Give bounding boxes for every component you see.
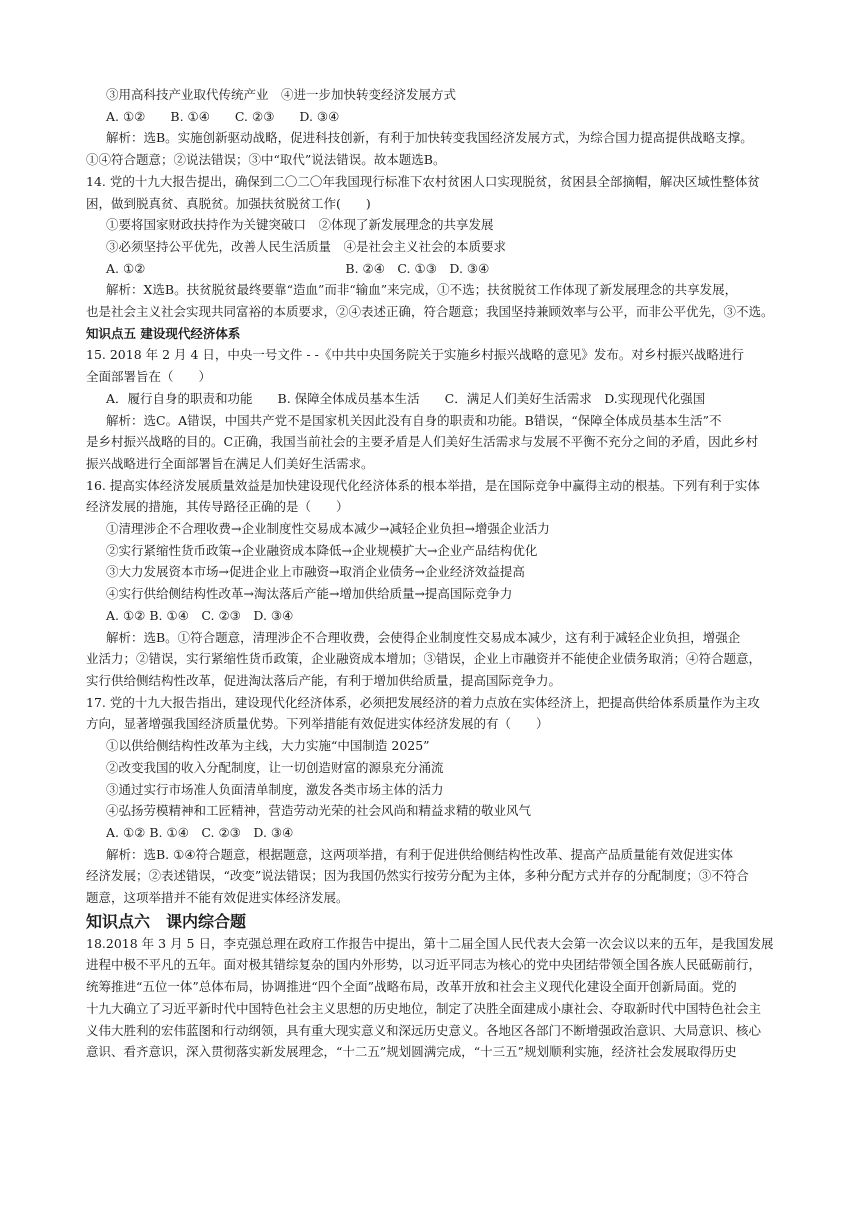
text-line: 题意，这项举措并不能有效促进实体经济发展。 (86, 890, 349, 906)
text-line: 是乡村振兴战略的目的。C正确，我国当前社会的主要矛盾是人们美好生活需求与发展不平衡不充分之间的矛盾，因此乡村 (86, 434, 759, 450)
text-line: ①要将国家财政扶持作为关键突破口 ②体现了新发展理念的共享发展 (106, 217, 494, 233)
text-line: ③大力发展资本市场→促进企业上市融资→取消企业债务→企业经济效益提高 (106, 564, 525, 580)
text-line: 经济发展的措施，其传导路径正确的是（ ） (86, 499, 349, 515)
text-line: 解析：选C。A错误，中国共产党不是国家机关因此没有自身的职责和功能。B错误，“保障全体成员基本生活”不 (106, 412, 722, 428)
text-line: ①清理涉企不合理收费→企业制度性交易成本减少→减轻企业负担→增强企业活力 (106, 521, 550, 537)
text-line: 解析：选B. ①④符合题意，根据题意，这两项举措，有利于促进供给侧结构性改革、提高产品质量能有效促进实体 (106, 846, 734, 862)
text-line: 17. 党的十九大报告指出，建设现代化经济体系，必须把发展经济的着力点放在实体经济上，把提高供给体系质量作为主攻 (86, 694, 760, 710)
text-line: A. ①② B. ①④ C. ②③ D. ③④ (106, 607, 294, 623)
section-heading: 知识点五 建设现代经济体系 (86, 325, 241, 341)
text-line: 16. 提高实体经济发展质量效益是加快建设现代化经济体系的根本举措，是在国际竞争中赢得主动的根基。下列有利于实体 (86, 477, 760, 493)
text-line: 也是社会主义社会实现共同富裕的本质要求，②④表述正确，符合题意；我国坚持兼顾效率与公平，而非公平优先，③不选。 (86, 304, 774, 320)
text-line: 全面部署旨在（ ） (86, 369, 212, 385)
text-line: ②改变我国的收入分配制度，让一切创造财富的源泉充分涌流 (106, 759, 444, 775)
text-line: 业活力；②错误，实行紧缩性货币政策，企业融资成本增加；③错误，企业上市融资并不能使企业债务取消；④符合题意， (86, 651, 762, 667)
text-line: 方向，显著增强我国经济质量优势。下列举措能有效促进实体经济发展的有（ ） (86, 716, 549, 732)
text-line: 14. 党的十九大报告提出，确保到二〇二〇年我国现行标准下农村贫困人口实现脱贫，贫困县全部摘帽，解决区域性整体贫 (86, 173, 760, 189)
text-line: ①以供给侧结构性改革为主线，大力实施“中国制造 2025” (106, 738, 430, 754)
text-line: 统筹推进“五位一体”总体布局，协调推进“四个全面”战略布局，改革开放和社会主义现代化建设全面开创新局面。党的 (86, 979, 737, 995)
text-line: A. ①② B. ②④ C. ①③ D. ③④ (106, 260, 490, 276)
document-page (86, 84, 776, 1063)
text-line: 十九大确立了习近平新时代中国特色社会主义思想的历史地位，制定了决胜全面建成小康社会、夺取新时代中国特色社会主 (86, 1000, 762, 1016)
section-heading: 知识点六 课内综合题 (86, 911, 247, 931)
text-line: 解析：X选B。扶贫脱贫最终要靠“造血”而非“输血”来完成，①不选；扶贫脱贫工作体现了新发展理念的共享发展， (106, 282, 738, 298)
text-line: 困，做到脱真贫、真脱贫。加强扶贫脱贫工作( ) (86, 195, 371, 211)
text-line: 解析：选B。①符合题意，清理涉企不合理收费，会使得企业制度性交易成本减少，这有利于减轻企业负担，增强企 (106, 629, 741, 645)
text-line: ③必须坚持公平优先，改善人民生活质量 ④是社会主义社会的本质要求 (106, 238, 507, 254)
text-line: ①④符合题意；②说法错误；③中“取代”说法错误。故本题选B。 (86, 152, 446, 168)
text-line: 15. 2018 年 2 月 4 日，中央一号文件 - -《中共中央国务院关于实施乡村振兴战略的意见》发布。对乡村振兴战略进行 (86, 347, 744, 363)
text-line: ③通过实行市场准人负面清单制度，激发各类市场主体的活力 (106, 781, 444, 797)
text-line: 解析：选B。实施创新驱动战略，促进科技创新，有利于加快转变我国经济发展方式，为综合国力提高提供战略支撑。 (106, 130, 753, 146)
text-line: 进程中极不平凡的五年。面对极其错综复杂的国内外形势，以习近平同志为核心的党中央团结带领全国各族人民砥砺前行， (86, 957, 762, 973)
text-line: ③用高科技产业取代传统产业 ④进一步加快转变经济发展方式 (106, 87, 457, 102)
text-line: 义伟大胜利的宏伟蓝图和行动纲领，具有重大现实意义和深远历史意义。各地区各部门不断增强政治意识、大局意识、核心 (86, 1022, 762, 1038)
text-line: A. ①② B. ①④ C. ②③ D. ③④ (106, 108, 340, 124)
text-line: A．履行自身的职责和功能 B. 保障全体成员基本生活 C．满足人们美好生活需求 D.实现现代化强国 (106, 390, 706, 406)
text-line: 振兴战略进行全面部署旨在满足人们美好生活需求。 (86, 455, 374, 471)
text-line: 经济发展；②表述错误，“改变”说法错误；因为我国仍然实行按劳分配为主体，多种分配方式并存的分配制度；③不符合 (86, 868, 749, 884)
text-line: 18.2018 年 3 月 5 日，李克强总理在政府工作报告中提出，第十二届全国人民代表大会第一次会议以来的五年，是我国发展 (86, 935, 774, 951)
text-line: ④实行供给侧结构性改革→淘汰落后产能→增加供给质量→提高国际竞争力 (106, 586, 513, 602)
text-line: 意识、看齐意识，深入贯彻落实新发展理念，“十二五”规划圆满完成，“十三五”规划顺利实施，经济社会发展取得历史 (86, 1044, 737, 1060)
text-line: A. ①② B. ①④ C. ②③ D. ③④ (106, 824, 294, 840)
text-line: ④弘扬劳模精神和工匠精神，营造劳动光荣的社会风尚和精益求精的敬业风气 (106, 803, 532, 819)
text-line: ②实行紧缩性货币政策→企业融资成本降低→企业规模扩大→企业产品结构优化 (106, 542, 538, 558)
text-line: 实行供给侧结构性改革，促进淘汰落后产能，有利于增加供给质量，提高国际竞争力。 (86, 672, 562, 688)
